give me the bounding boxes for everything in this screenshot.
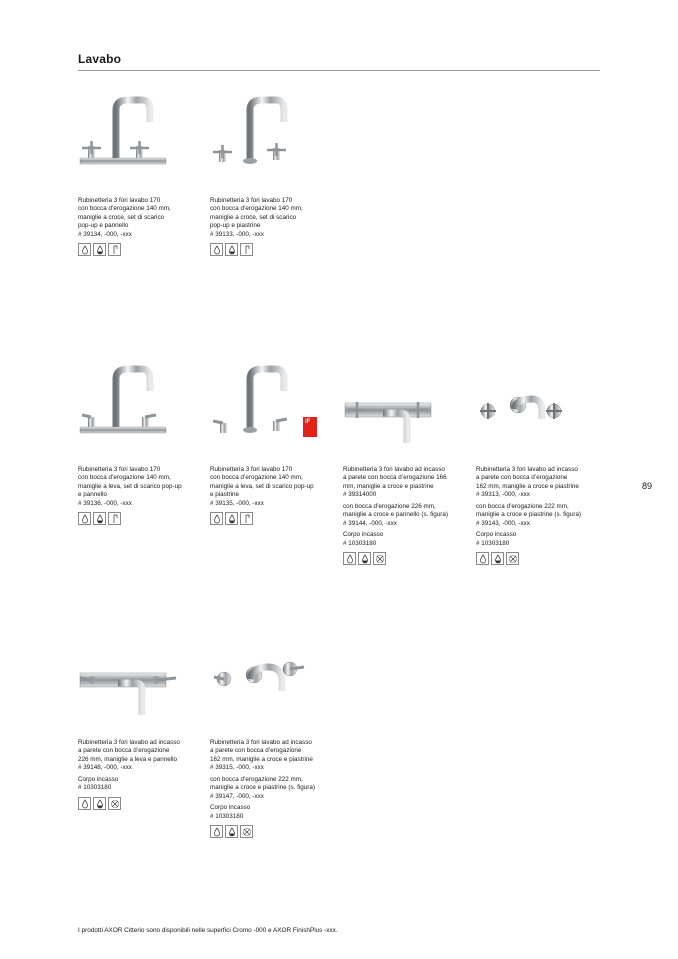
badge-label: iF xyxy=(305,419,311,425)
description-line: Rubinetteria 3 fori lavabo 170 xyxy=(210,466,293,473)
product-description xyxy=(210,739,338,824)
description-line: a parete con bocca d’erogazione xyxy=(78,747,170,755)
description-line: # 39136, -000, -xxx xyxy=(78,499,132,507)
pop-up-drain-icon xyxy=(108,512,121,525)
product-photo xyxy=(210,655,300,735)
description-line: Corpo incasso xyxy=(343,531,384,539)
description-line: a parete con bocca d’erogazione xyxy=(476,474,568,482)
product-description xyxy=(210,466,338,511)
eco-flow-icon xyxy=(225,243,238,256)
water-drop-icon xyxy=(210,512,223,525)
description-line: Rubinetteria 3 fori lavabo 170 xyxy=(210,197,293,204)
product-variant xyxy=(210,776,338,801)
eco-flow-icon xyxy=(491,552,504,565)
feature-icons xyxy=(343,552,386,565)
description-line: # 39134, -000, -xxx xyxy=(78,230,132,238)
description-line: 226 mm, maniglie a leva e pannello xyxy=(78,755,178,763)
description-line: a parete con bocca d’erogazione xyxy=(210,747,302,755)
page-title: Lavabo xyxy=(78,52,122,66)
no-drain-icon xyxy=(373,552,386,565)
eco-flow-icon xyxy=(358,552,371,565)
pop-up-drain-icon xyxy=(108,243,121,256)
description-line: maniglie a croce e piastrine (s. figura) xyxy=(476,511,581,519)
feature-icons xyxy=(476,552,519,565)
description-line: # 39313, -000, -xxx xyxy=(476,491,530,499)
description-line: Corpo incasso xyxy=(476,531,517,539)
product-spec xyxy=(476,466,604,500)
description-line: con bocca d’erogazione 140 mm, xyxy=(78,205,171,213)
description-line: e piastrine xyxy=(210,491,240,499)
product-body-code xyxy=(210,804,338,821)
description-line: Rubinetteria 3 fori lavabo ad incasso xyxy=(343,466,445,473)
description-line: maniglie a croce, set di scarico xyxy=(210,213,297,221)
product-body-code xyxy=(78,776,206,793)
description-line: maniglie a croce, set di scarico xyxy=(78,213,165,221)
product-description xyxy=(343,466,471,551)
product-description xyxy=(78,466,206,511)
product-body-code xyxy=(343,531,471,548)
product-spec xyxy=(210,466,338,508)
description-line: e pannello xyxy=(78,491,108,499)
water-drop-icon xyxy=(210,825,223,838)
product-spec xyxy=(78,197,206,239)
product-spec xyxy=(343,466,471,500)
water-drop-icon xyxy=(78,512,91,525)
water-drop-icon xyxy=(210,243,223,256)
description-line: # 39144, -000, -xxx xyxy=(343,519,397,527)
description-line: # 39135, -000, -xxx xyxy=(210,499,264,507)
description-line: Rubinetteria 3 fori lavabo ad incasso xyxy=(210,739,312,746)
product-photo xyxy=(210,365,300,445)
description-line: # 39148, -000, -xxx xyxy=(78,764,132,772)
eco-flow-icon xyxy=(93,512,106,525)
product-variant xyxy=(476,503,604,528)
description-line: # 10303180 xyxy=(210,812,244,820)
description-line: con bocca d’erogazione 140 mm, xyxy=(210,205,303,213)
description-line: Rubinetteria 3 fori lavabo ad incasso xyxy=(476,466,578,473)
description-line: con bocca d’erogazione 222 mm, xyxy=(210,775,303,783)
description-line: Rubinetteria 3 fori lavabo 170 xyxy=(78,197,161,204)
feature-icons xyxy=(78,243,121,256)
water-drop-icon xyxy=(343,552,356,565)
no-drain-icon xyxy=(108,797,121,810)
description-line: 162 mm, maniglie a croce e piastrine xyxy=(476,482,579,490)
water-drop-icon xyxy=(476,552,489,565)
feature-icons xyxy=(210,243,253,256)
product-photo xyxy=(78,365,168,445)
no-drain-icon xyxy=(506,552,519,565)
product-body-code xyxy=(476,531,604,548)
product-photo xyxy=(343,385,433,465)
description-line: con bocca d’erogazione 226 mm, xyxy=(343,502,436,510)
eco-flow-icon xyxy=(93,797,106,810)
description-line: Rubinetteria 3 fori lavabo 170 xyxy=(78,466,161,473)
title-divider xyxy=(78,70,600,71)
description-line: maniglie a croce e piastrine (s. figura) xyxy=(210,784,315,792)
product-spec xyxy=(210,197,338,239)
feature-icons xyxy=(78,512,121,525)
product-description xyxy=(210,197,338,242)
product-photo xyxy=(78,655,168,735)
feature-icons xyxy=(210,825,253,838)
pop-up-drain-icon xyxy=(240,243,253,256)
description-line: maniglie a leva, set di scarico pop-up xyxy=(210,482,314,490)
description-line: con bocca d’erogazione 222 mm, xyxy=(476,502,569,510)
product-photo xyxy=(476,385,566,465)
pop-up-drain-icon xyxy=(240,512,253,525)
product-spec xyxy=(78,466,206,508)
eco-flow-icon xyxy=(225,825,238,838)
eco-flow-icon xyxy=(93,243,106,256)
description-line: # 10303180 xyxy=(476,539,510,547)
description-line: # 39314000 xyxy=(343,491,377,499)
eco-flow-icon xyxy=(225,512,238,525)
product-spec xyxy=(78,739,206,773)
description-line: 162 mm, maniglie a croce e piastrine xyxy=(210,755,313,763)
description-line: mm, maniglie a croce e piastrine xyxy=(343,482,434,490)
description-line: Corpo incasso xyxy=(78,775,119,783)
product-description xyxy=(476,466,604,551)
description-line: Corpo incasso xyxy=(210,804,251,812)
description-line: # 39147, -000, -xxx xyxy=(210,792,264,800)
description-line: con bocca d’erogazione 140 mm, xyxy=(78,474,171,482)
description-line: pop-up e pannello xyxy=(78,222,129,230)
description-line: pop-up e piastrine xyxy=(210,222,261,230)
product-photo xyxy=(210,96,300,176)
description-line: maniglie a croce e pannello (s. figura) xyxy=(343,511,449,519)
feature-icons xyxy=(78,797,121,810)
page-number: 89 xyxy=(642,481,653,491)
feature-icons xyxy=(210,512,253,525)
product-variant xyxy=(343,503,471,528)
description-line: # 10303180 xyxy=(78,784,112,792)
description-line: # 39133, -000, -xxx xyxy=(210,230,264,238)
design-award-badge xyxy=(303,417,317,437)
description-line: Rubinetteria 3 fori lavabo ad incasso xyxy=(78,739,180,746)
product-photo xyxy=(78,96,168,176)
footer-note: I prodotti AXOR Citterio sono disponibili nelle superfici Cromo -000 e AXOR FinishPlus -xxx. xyxy=(78,927,338,934)
product-description xyxy=(78,197,206,242)
description-line: # 39143, -000, -xxx xyxy=(476,519,530,527)
no-drain-icon xyxy=(240,825,253,838)
product-spec xyxy=(210,739,338,773)
description-line: # 10303180 xyxy=(343,539,377,547)
product-description xyxy=(78,739,206,796)
water-drop-icon xyxy=(78,243,91,256)
description-line: a parete con bocca d’erogazione 166 xyxy=(343,474,447,482)
water-drop-icon xyxy=(78,797,91,810)
description-line: maniglie a leva, set di scarico pop-up xyxy=(78,482,182,490)
description-line: con bocca d’erogazione 140 mm, xyxy=(210,474,303,482)
description-line: # 39315, -000, -xxx xyxy=(210,764,264,772)
